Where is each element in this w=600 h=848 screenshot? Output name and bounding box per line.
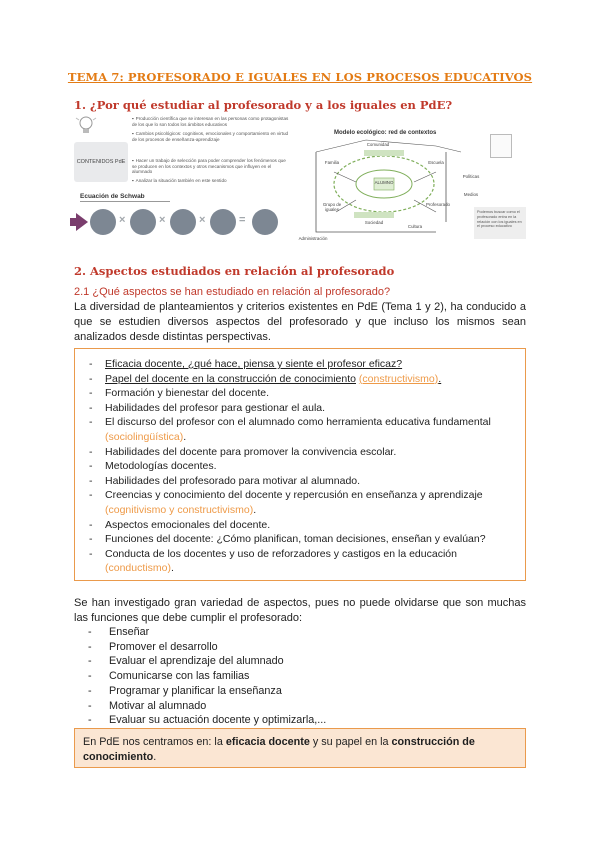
aspect-perspective: (conductismo) — [105, 562, 171, 575]
aspect-text: El discurso del profesor con el alumnado como herramienta educativa fundamental — [105, 416, 491, 429]
figure-note-4: ▪ Analizar la situación también en este sentido — [132, 178, 227, 183]
list-dash: - — [89, 489, 93, 502]
list-dash: - — [88, 699, 92, 712]
function-text: Motivar al alumnado — [109, 699, 207, 712]
times-icon: × — [159, 214, 166, 226]
list-dash: - — [89, 533, 93, 546]
figure-note-3: ▪ Hacer un trabajo de selección para poder comprender los fenómenos que se producen en los contextos y otros mecanismos que influyen en el alumnado — [132, 158, 286, 175]
list-dash: - — [88, 640, 92, 653]
aspect-text: Conducta de los docentes y uso de reforzadores y castigos en la educación — [105, 547, 457, 560]
aspect-text: Funciones del docente: ¿Cómo planifican, toman decisiones, enseñan y evalúan? — [105, 533, 486, 546]
figure-contenidos-pde — [70, 112, 292, 250]
function-item — [88, 654, 326, 669]
focus-bold-2: construcción de conocimiento — [83, 736, 475, 763]
times-icon: × — [119, 214, 126, 226]
list-dash: - — [88, 655, 92, 668]
figure-note-2: ▪ Cambios psicológicos: cognitivos, emocionales y comportamiento en virtud de los procesos de enseñanza-aprendizaje — [132, 131, 289, 142]
aspect-perspective: (sociolingüística) — [105, 430, 184, 443]
list-dash: - — [89, 387, 93, 400]
aspect-text: Habilidades del profesorado para motivar al alumnado. — [105, 474, 361, 487]
subsection-2-1-heading: 2.1 ¿Qué aspectos se han estudiado en relación al profesorado? — [74, 286, 391, 298]
schwab-circle-result — [252, 209, 278, 235]
section-2-heading: 2. Aspectos estudiados en relación al profesorado — [74, 264, 395, 278]
function-text: Comunicarse con las familias — [109, 670, 250, 683]
aspect-item — [89, 357, 517, 372]
schwab-circle-4 — [210, 209, 236, 235]
list-dash: - — [89, 474, 93, 487]
aspect-item — [89, 386, 517, 401]
times-icon: × — [199, 214, 206, 226]
function-item — [88, 669, 326, 684]
intro-paragraph: La diversidad de planteamientos y criterios existentes en PdE (Tema 1 y 2), ha conducido a que se estudien diversos aspectos del profesorado y que incluso los mismos sean analizados desde distintas perspectivas. — [74, 301, 526, 343]
aspects-box — [74, 348, 526, 581]
diagram-node: Medios — [463, 192, 479, 197]
diagram-callout: Podemos buscar como el profesorado entra en la relación con los iguales en el proceso educativo — [474, 207, 526, 239]
diagram-center: ALUMNO — [374, 180, 394, 185]
focus-middle: y su papel en la — [309, 736, 392, 748]
aspect-tail: . — [253, 503, 257, 516]
aspect-text: Aspectos emocionales del docente. — [105, 518, 271, 531]
clipboard-icon — [490, 134, 512, 158]
aspect-tail: . — [183, 430, 187, 443]
function-item — [88, 625, 326, 640]
list-dash: - — [89, 547, 93, 560]
list-dash: - — [88, 684, 92, 697]
function-text: Promover el desarrollo — [109, 640, 218, 653]
contenidos-box: CONTENIDOS PdE — [74, 142, 128, 182]
schwab-circle-2 — [130, 209, 156, 235]
list-dash: - — [89, 445, 93, 458]
list-dash: - — [88, 670, 92, 683]
diagram-node: Grupo de iguales — [322, 202, 342, 212]
aspect-perspective: (constructivismo) — [358, 372, 439, 385]
list-dash: - — [89, 518, 93, 531]
aspect-tail: . — [438, 372, 442, 385]
aspect-item — [89, 488, 517, 517]
diagram-node: Políticas — [462, 174, 480, 179]
diagram-node: Administración — [298, 236, 328, 241]
aspect-text: Habilidades del profesor para gestionar el aula. — [105, 401, 326, 414]
aspect-tail: . — [170, 562, 174, 575]
diagram-node: Cultura — [407, 224, 423, 229]
functions-list — [88, 625, 326, 728]
list-dash: - — [88, 714, 92, 727]
aspect-item — [89, 547, 517, 576]
function-item — [88, 699, 326, 714]
function-text: Evaluar el aprendizaje del alumnado — [109, 655, 284, 668]
aspect-item — [89, 518, 517, 533]
diagram-node: Profesorado — [426, 202, 450, 207]
aspect-text: Eficacia docente, ¿qué hace, piensa y siente el profesor eficaz? — [105, 358, 403, 370]
aspects-list — [89, 357, 517, 576]
equation-label: Ecuación de Schwab — [80, 193, 170, 202]
aspect-item — [89, 372, 517, 387]
focus-box — [74, 728, 526, 768]
schwab-circle-1 — [90, 209, 116, 235]
figure-note-1: ▪ Producción científica que se interesan en las personas como protagonistas de los que lo son todos los ámbitos educativos — [132, 116, 289, 127]
diagram-node: Sociedad — [364, 220, 384, 225]
list-dash: - — [89, 460, 93, 473]
lightbulb-icon — [74, 114, 98, 136]
list-dash: - — [89, 372, 93, 385]
diagram-node: Comunidad — [366, 142, 390, 147]
schwab-circle-3 — [170, 209, 196, 235]
arrow-right-icon — [76, 213, 88, 231]
function-text: Enseñar — [109, 626, 150, 638]
aspect-item — [89, 474, 517, 489]
function-text: Programar y planificar la enseñanza — [109, 684, 282, 697]
section-1-heading: 1. ¿Por qué estudiar al profesorado y a los iguales en PdE? — [74, 98, 453, 112]
function-item — [88, 713, 326, 728]
functions-paragraph: Se han investigado gran variedad de aspectos, pues no puede olvidarse que son muchas las funciones que debe cumplir el profesorado: — [74, 597, 526, 624]
aspect-text: Formación y bienestar del docente. — [105, 387, 270, 400]
diagram-title: Modelo ecológico: red de contextos — [334, 130, 437, 136]
equals-icon: = — [239, 214, 246, 226]
diagram-node: Escuela — [428, 160, 444, 165]
focus-prefix: En PdE nos centramos en: la — [83, 736, 226, 748]
aspect-text: Creencias y conocimiento del docente y repercusión en enseñanza y aprendizaje — [105, 489, 483, 502]
figure-modelo-ecologico — [296, 112, 530, 250]
list-dash: - — [89, 358, 93, 370]
list-dash: - — [88, 626, 92, 638]
aspect-text: Metodologías docentes. — [105, 460, 217, 473]
focus-bold-1: eficacia docente — [225, 736, 310, 748]
aspect-item — [89, 415, 517, 444]
list-dash: - — [89, 401, 93, 414]
aspect-item — [89, 445, 517, 460]
function-item — [88, 640, 326, 655]
list-dash: - — [89, 416, 93, 429]
aspect-item — [89, 401, 517, 416]
diagram-node: Familia — [324, 160, 340, 165]
function-item — [88, 684, 326, 699]
aspect-item — [89, 532, 517, 547]
focus-suffix: . — [153, 750, 157, 763]
document-title: TEMA 7: PROFESORADO E IGUALES EN LOS PROCESOS EDUCATIVOS — [67, 70, 533, 84]
aspect-text: Habilidades del docente para promover la convivencia escolar. — [105, 445, 397, 458]
aspect-text: Papel del docente en la construcción de conocimiento — [105, 372, 356, 385]
aspect-item — [89, 459, 517, 474]
aspect-perspective: (cognitivismo y constructivismo) — [105, 503, 254, 516]
function-text: Evaluar su actuación docente y optimizarla,... — [109, 714, 327, 727]
